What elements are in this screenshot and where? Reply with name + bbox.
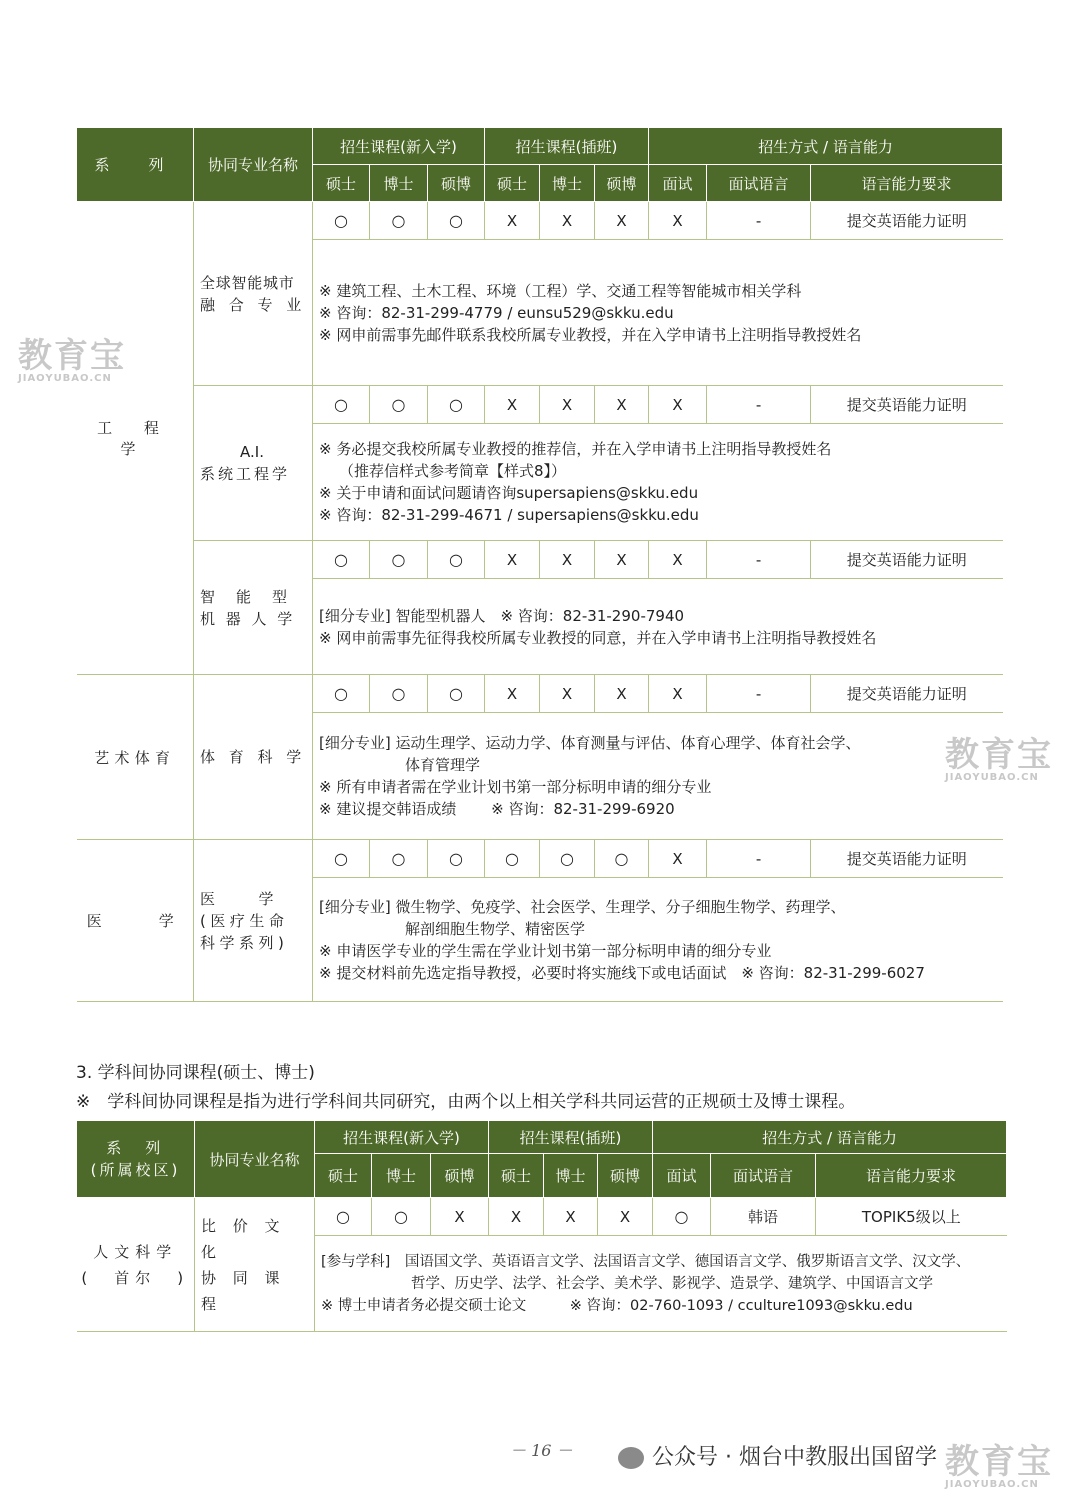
- notes-cell: [参与学科] 国语国文学、英语语言文学、法国语言文学、德国语言文学、俄罗斯语言文学、汉文学、 哲学、历史学、法学、社会学、美术学、影视学、造景学、建筑学、中国语言文学 ※ 博士申请者务必提交硕士论文 ※ 咨询：02-760-1093 / cculture1093@skku.edu: [315, 1236, 1007, 1332]
- header-transfer: 招生课程(插班): [485, 128, 649, 165]
- mark-cell: ○: [370, 386, 428, 424]
- mark-cell: ○: [313, 675, 370, 713]
- major-name: 医 学 (医疗生命 科学系列): [194, 840, 313, 1002]
- mark-cell: X: [540, 541, 595, 579]
- mark-cell: ○: [428, 675, 485, 713]
- header-method: 招生方式 / 语言能力: [649, 128, 1003, 165]
- mark-cell: ○: [595, 840, 649, 878]
- watermark-logo: 教育宝 JIAOYUBAO.CN: [18, 336, 126, 384]
- mark-cell: X: [595, 202, 649, 240]
- section-note: ※ 学科间协同课程是指为进行学科间共同研究，由两个以上相关学科共同运营的正规硕士及博士课程。: [76, 1092, 856, 1112]
- mark-cell: ○: [485, 840, 540, 878]
- mark-cell: ○: [428, 202, 485, 240]
- mark-cell: X: [485, 386, 540, 424]
- major-name: A.I. 系统工程学: [194, 386, 313, 541]
- notes-cell: [细分专业] 智能型机器人 ※ 咨询：82-31-290-7940 ※ 网申前需事先征得我校所属专业教授的同意，并在入学申请书上注明指导教授姓名: [313, 579, 1003, 675]
- header-sub: 硕士: [485, 165, 540, 202]
- major-name: 比 价 文 化 协 同 课 程: [195, 1198, 315, 1332]
- table-row: [77, 675, 1003, 713]
- mark-cell: ○: [370, 675, 428, 713]
- header-sub: 硕博: [598, 1154, 653, 1198]
- mark-cell: -: [707, 675, 811, 713]
- mark-cell: X: [485, 541, 540, 579]
- header-sub: 博士: [544, 1154, 598, 1198]
- header-sub: 面试语言: [707, 165, 811, 202]
- mark-cell: ○: [313, 541, 370, 579]
- mark-cell: ○: [313, 202, 370, 240]
- header-dept: 系 列: [77, 128, 194, 202]
- header-sub: 硕士: [315, 1154, 372, 1198]
- mark-cell: X: [540, 386, 595, 424]
- notes-cell: [细分专业] 运动生理学、运动力学、体育测量与评估、体育心理学、体育社会学、 体育管理学 ※ 所有申请者需在学业计划书第一部分标明申请的细分专业 ※ 建议提交韩语成绩 ※ 咨询：82-31-299-6920: [313, 713, 1003, 840]
- mark-cell: X: [544, 1198, 598, 1236]
- header-sub: 硕士: [313, 165, 370, 202]
- mark-cell: X: [649, 202, 707, 240]
- requirement-cell: 提交英语能力证明: [811, 840, 1003, 878]
- mark-cell: ○: [315, 1198, 372, 1236]
- table-row: [77, 202, 1003, 240]
- notes-cell: ※ 建筑工程、土木工程、环境（工程）学、交通工程等智能城市相关学科 ※ 咨询：82-31-299-4779 / eunsu529@skku.edu ※ 网申前需事先邮件联系我校所属专业教授，并在入学申请书上注明指导教授姓名: [313, 240, 1003, 386]
- mark-cell: 韩语: [711, 1198, 816, 1236]
- table-row: [77, 840, 1003, 878]
- mark-cell: -: [707, 541, 811, 579]
- dept-engineering: 工 程 学: [77, 202, 194, 675]
- table-row: [77, 1198, 1007, 1236]
- header-new-admission: 招生课程(新入学): [315, 1121, 489, 1154]
- mark-cell: ○: [370, 541, 428, 579]
- dept-arts: 艺术体育: [77, 675, 194, 840]
- header-new-admission: 招生课程(新入学): [313, 128, 485, 165]
- watermark-logo: 教育宝 JIAOYUBAO.CN: [945, 1442, 1053, 1490]
- requirement-cell: 提交英语能力证明: [811, 675, 1003, 713]
- section-title: 3. 学科间协同课程(硕士、博士): [76, 1063, 315, 1083]
- mark-cell: -: [707, 386, 811, 424]
- mark-cell: -: [707, 840, 811, 878]
- header-major: 协同专业名称: [194, 128, 313, 202]
- mark-cell: X: [431, 1198, 489, 1236]
- header-sub: 面试语言: [711, 1154, 816, 1198]
- mark-cell: ○: [428, 840, 485, 878]
- major-name: 体 育 科 学: [194, 675, 313, 840]
- mark-cell: X: [540, 675, 595, 713]
- header-dept: 系 列 (所属校区): [77, 1121, 195, 1198]
- program-table-2: [76, 1120, 1007, 1332]
- mark-cell: X: [649, 386, 707, 424]
- wechat-icon: [618, 1447, 644, 1469]
- dept-medicine: 医 学: [77, 840, 194, 1002]
- notes-cell: [细分专业] 微生物学、免疫学、社会医学、生理学、分子细胞生物学、药理学、 解剖细胞生物学、精密医学 ※ 申请医学专业的学生需在学业计划书第一部分标明申请的细分专业 ※ 提交材料前先选定指导教授，必要时将实施线下或电话面试 ※ 咨询：82-31-299-6027: [313, 878, 1003, 1002]
- header-sub: 博士: [540, 165, 595, 202]
- requirement-cell: 提交英语能力证明: [811, 202, 1003, 240]
- page-number: － 16 －: [510, 1441, 573, 1460]
- header-sub: 硕博: [595, 165, 649, 202]
- mark-cell: X: [489, 1198, 544, 1236]
- mark-cell: ○: [540, 840, 595, 878]
- mark-cell: -: [707, 202, 811, 240]
- mark-cell: X: [649, 541, 707, 579]
- header-sub: 语言能力要求: [816, 1154, 1007, 1198]
- header-sub: 博士: [372, 1154, 431, 1198]
- header-sub: 硕博: [428, 165, 485, 202]
- mark-cell: X: [598, 1198, 653, 1236]
- major-name: 全球智能城市 融 合 专 业: [194, 202, 313, 386]
- mark-cell: X: [649, 840, 707, 878]
- mark-cell: ○: [372, 1198, 431, 1236]
- dept-humanities: 人文科学 ( 首尔 ): [77, 1198, 195, 1332]
- mark-cell: X: [540, 202, 595, 240]
- requirement-cell: TOPIK5级以上: [816, 1198, 1007, 1236]
- header-sub: 面试: [649, 165, 707, 202]
- mark-cell: X: [485, 202, 540, 240]
- requirement-cell: 提交英语能力证明: [811, 386, 1003, 424]
- header-sub: 硕士: [489, 1154, 544, 1198]
- table-row: [77, 386, 1003, 424]
- table-row: [77, 541, 1003, 579]
- header-method: 招生方式 / 语言能力: [653, 1121, 1007, 1154]
- mark-cell: ○: [313, 840, 370, 878]
- header-transfer: 招生课程(插班): [489, 1121, 653, 1154]
- mark-cell: ○: [370, 202, 428, 240]
- header-sub: 博士: [370, 165, 428, 202]
- footer-account: 公众号 · 烟台中教服出国留学: [618, 1440, 937, 1471]
- notes-cell: ※ 务必提交我校所属专业教授的推荐信，并在入学申请书上注明指导教授姓名 （推荐信样式参考简章【样式8】） ※ 关于申请和面试问题请咨询supersapiens@skku.edu ※ 咨询：82-31-299-4671 / supersapiens@skku.edu: [313, 424, 1003, 541]
- header-sub: 硕博: [431, 1154, 489, 1198]
- mark-cell: ○: [370, 840, 428, 878]
- header-sub: 语言能力要求: [811, 165, 1003, 202]
- mark-cell: X: [595, 675, 649, 713]
- program-table-1: [76, 127, 1003, 1002]
- mark-cell: X: [595, 386, 649, 424]
- mark-cell: X: [485, 675, 540, 713]
- requirement-cell: 提交英语能力证明: [811, 541, 1003, 579]
- header-major: 协同专业名称: [195, 1121, 315, 1198]
- mark-cell: ○: [428, 386, 485, 424]
- mark-cell: ○: [313, 386, 370, 424]
- watermark-logo: 教育宝 JIAOYUBAO.CN: [945, 735, 1053, 783]
- mark-cell: ○: [653, 1198, 711, 1236]
- mark-cell: X: [595, 541, 649, 579]
- mark-cell: ○: [428, 541, 485, 579]
- major-name: 智 能 型 机 器 人 学: [194, 541, 313, 675]
- mark-cell: X: [649, 675, 707, 713]
- header-sub: 面试: [653, 1154, 711, 1198]
